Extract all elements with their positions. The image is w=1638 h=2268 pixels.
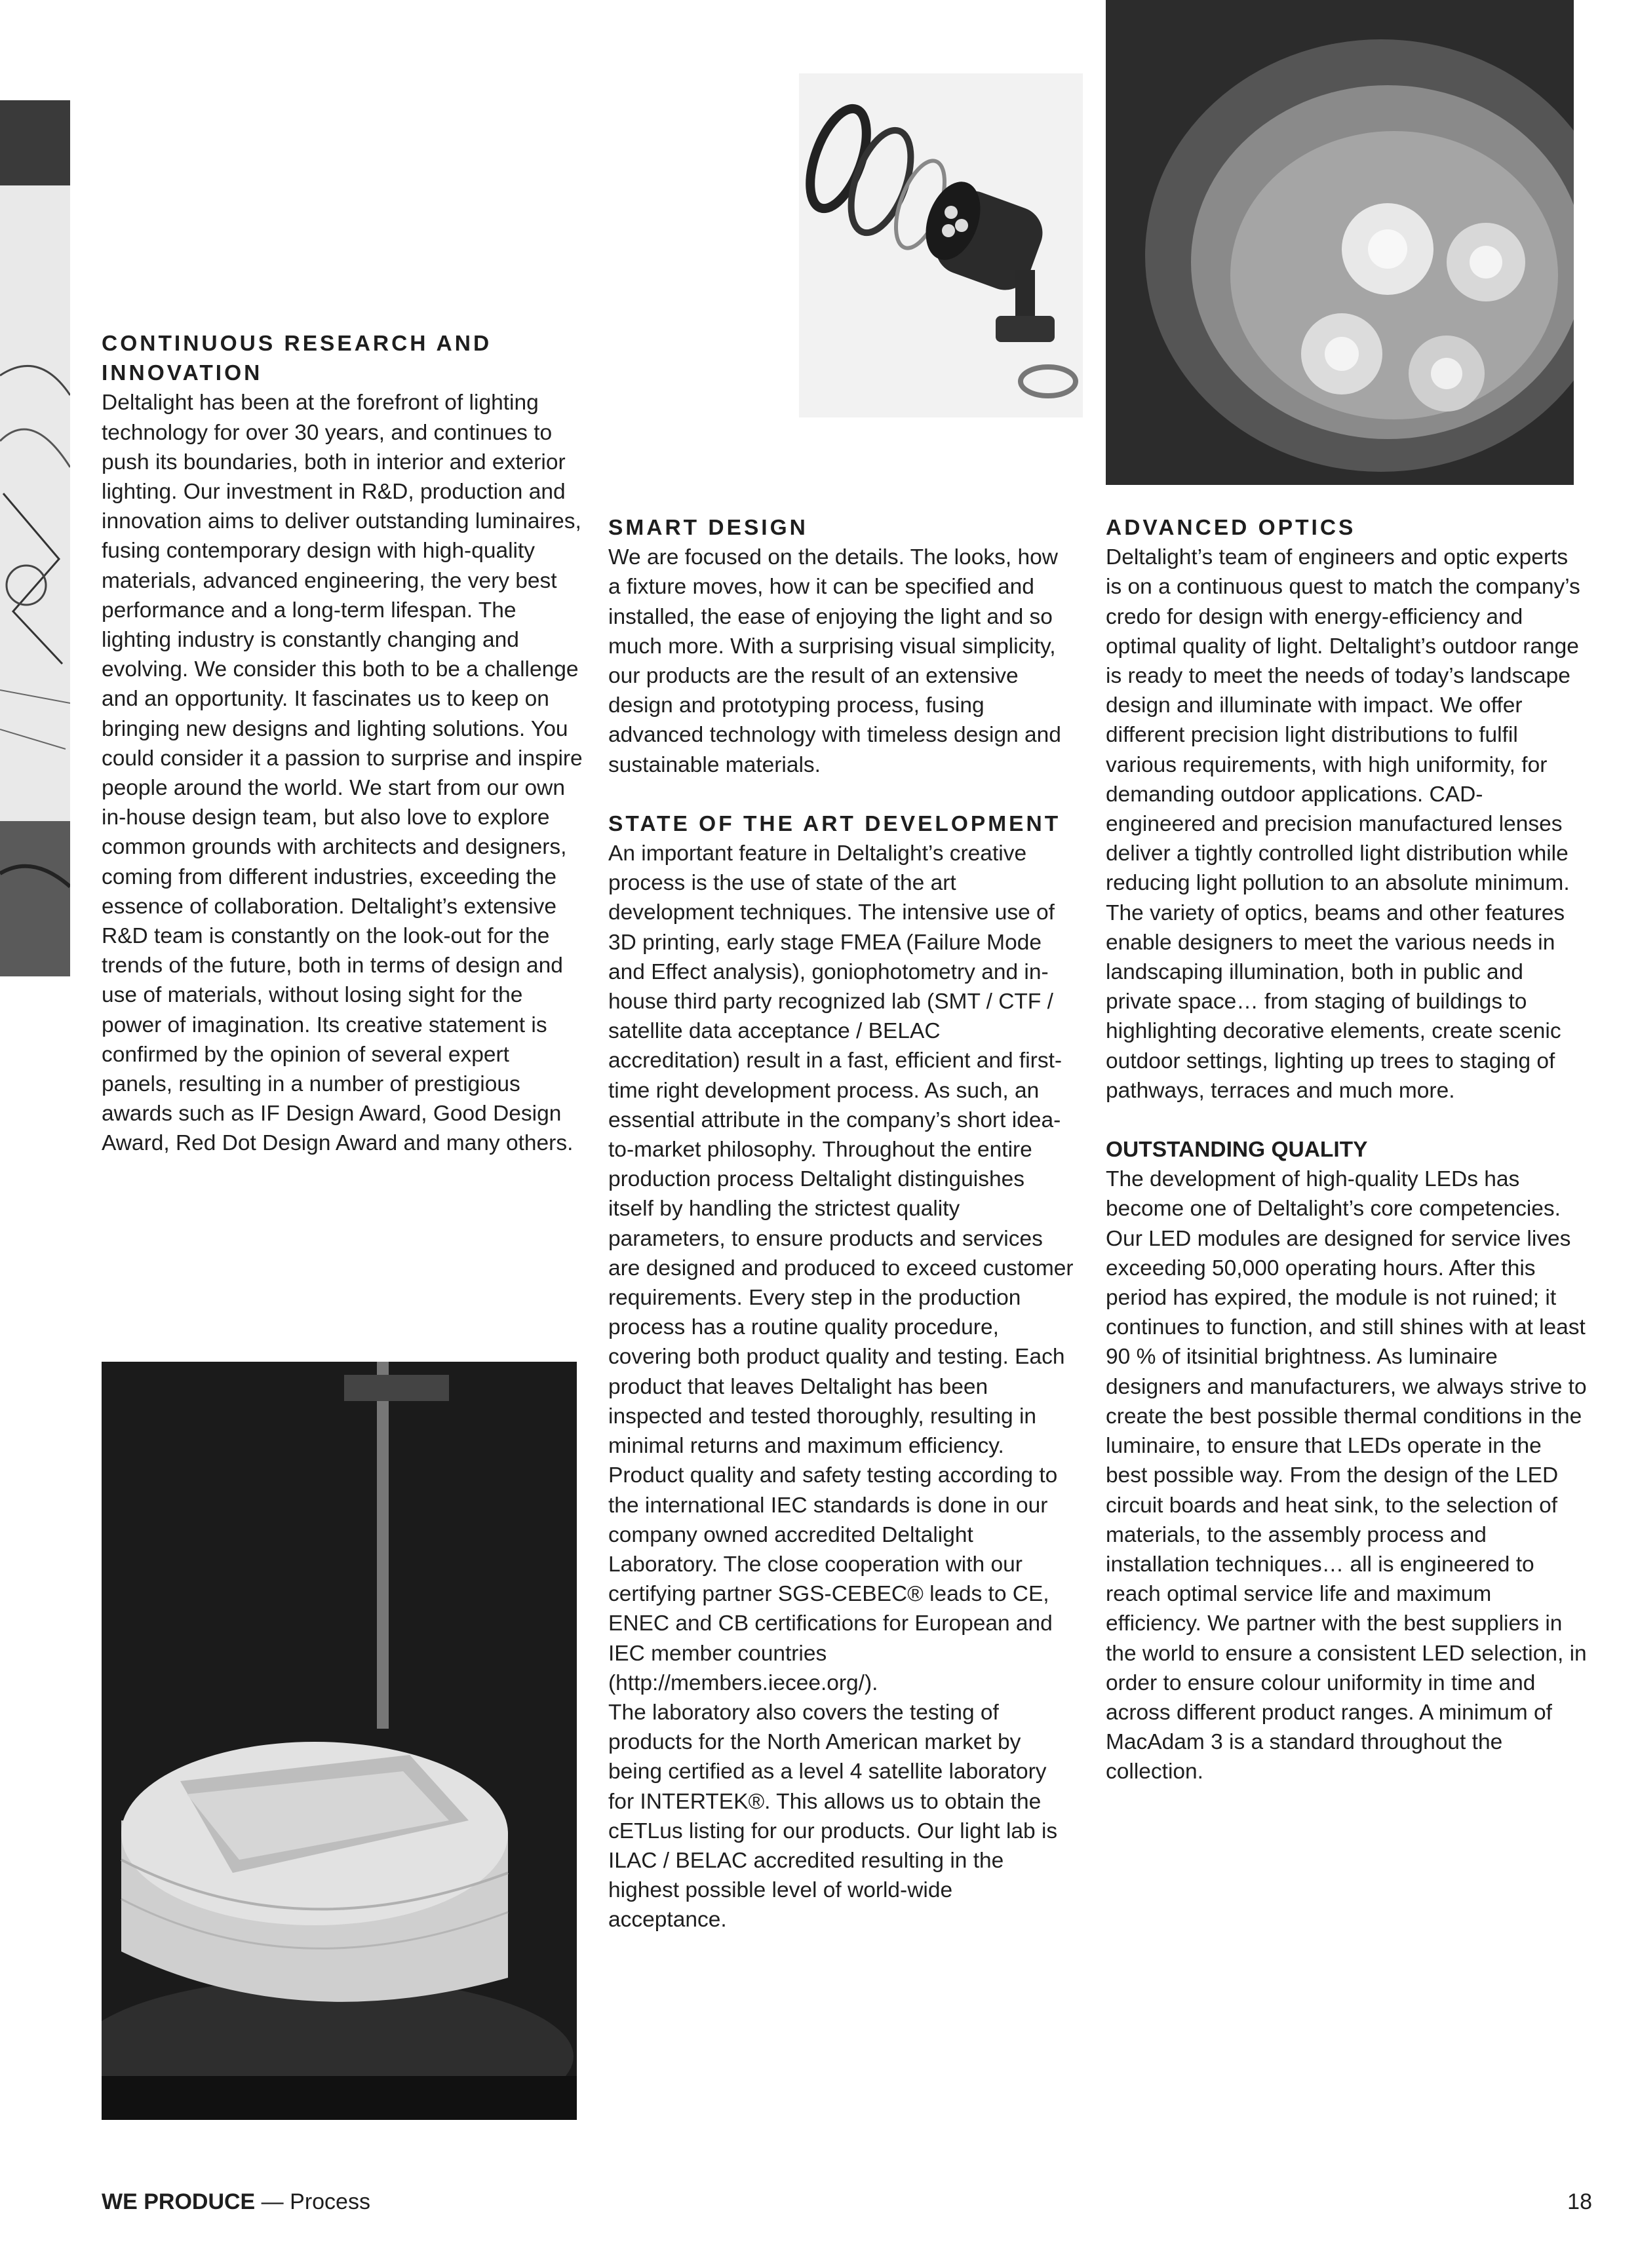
3d-printed-part-photo [102, 1362, 577, 2120]
optics-heading: ADVANCED OPTICS [1106, 516, 1356, 540]
development-body-2: The laboratory also covers the testing of products for the North American market by being certified as a level 4 satellite laboratory for INTERTEK®. This allows us to obtain the cETLus listing for our products. Our light lab is ILAC / BELAC accredited resulting in the highest possible level of world-wide acceptance. [608, 1700, 1058, 1932]
exploded-spotlight-photo [799, 73, 1083, 417]
sketch-photo [0, 100, 70, 976]
smart-design-body: We are focused on the details. The looks, how a fixture moves, how it can be specified and installed, the ease of enjoying the light and so much more. With a surprising visual simplicity, our products are the result of an extensive design and prototyping process, fusing advanced technology with timeless design and sustainable materials. [608, 545, 1061, 777]
smart-design-heading: SMART DESIGN [608, 516, 808, 540]
development-body: An important feature in Deltalight’s creative process is the use of state of the art development techniques. The intensive use of 3D printing, early stage FMEA (Failure Mode and Effect analysis), goniophotometry and in-house third party recognized lab (SMT / CTF / satellite data acceptance / BELAC accreditation) result in a fast, efficient and first-time right development process. As such, an essential attribute in the company’s short idea-to-market philosophy. Throughout the entire production process Deltalight distinguishes itself by handling the strictest quality parameters, to ensure products and services are designed and produced to exceed customer requirements. Every step in the production process has a routine quality procedure, covering both product quality and testing. Each product that leaves Deltalight has been inspected and tested thoroughly, resulting in minimal returns and maximum efficiency. Product quality and safety testing according to the international IEC standards is done in our company owned accredited Deltalight Laboratory. The close cooperation with our certifying partner SGS-CEBEC® leads to CE, ENEC and CB certifications for European and IEC member countries (http://members.iecee.org/). [608, 841, 1074, 1695]
research-heading: CONTINUOUS RESEARCH AND INNOVATION [102, 332, 492, 386]
quality-body: The development of high-quality LEDs has become one of Deltalight’s core competencies. Our LED modules are designed for service lives exceeding 50,000 operating hours. After this period has expired, the module is not ruined; it continues to function, and still shines with at least 90 % of itsinitial brightness. As luminaire designers and manufacturers, we always strive to create the best possible thermal conditions in the luminaire, to ensure that LEDs operate in the best possible way. From the design of the LED circuit boards and heat sink, to the selection of materials, to the assembly process and installation techniques… all is engineered to reach optimal service life and maximum efficiency. We partner with the best suppliers in the world to ensure a consistent LED selection, in order to ensure colour uniformity in time and across different product ranges. A minimum of MacAdam 3 is a standard throughout the collection. [1106, 1167, 1587, 1784]
development-heading: STATE OF THE ART DEVELOPMENT [608, 811, 1061, 836]
optics-closeup-photo [1106, 0, 1574, 485]
optics-column [1106, 513, 1588, 1787]
footer [102, 2187, 370, 2216]
research-body: Deltalight has been at the forefront of lighting technology for over 30 years, and continues to push its boundaries, both in interior and exterior lighting. Our investment in R&D, production and innovation aims to deliver outstanding luminaires, fusing contemporary design with high-quality materials, advanced engineering, the very best performance and a long-term lifespan. The lighting industry is constantly changing and evolving. We consider this both to be a challenge and an opportunity. It fascinates us to keep on bringing new designs and lighting solutions. You could consider it a passion to surprise and inspire people around the world. We start from our own in-house design team, but also love to explore common grounds with architects and designers, coming from different industries, exceeding the essence of collaboration. Deltalight’s extensive R&D team is constantly on the look-out for the trends of the future, both in terms of design and use of materials, without losing sight for the power of imagination. Its creative statement is confirmed by the opinion of several expert panels, resulting in a number of prestigious awards such as IF Design Award, Good Design Award, Red Dot Design Award and many others. [102, 391, 583, 1156]
page-number: 18 [1567, 2189, 1592, 2214]
quality-heading: OUTSTANDING QUALITY [1106, 1138, 1368, 1163]
footer-separator: — [255, 2189, 290, 2214]
design-column [608, 513, 1074, 1935]
footer-section: WE PRODUCE [102, 2189, 256, 2214]
footer-subsection: Process [290, 2189, 370, 2214]
research-column [102, 329, 583, 1159]
optics-body: Deltalight’s team of engineers and optic experts is on a continuous quest to match the company’s credo for design with energy-efficiency and optimal quality of light. Deltalight’s outdoor range is ready to meet the needs of today’s landscape design and illuminate with impact. We offer different precision light distributions to fulfil various requirements, with high uniformity, for demanding outdoor applications. CAD-engineered and precision manufactured lenses deliver a tightly controlled light distribution while reducing light pollution to an absolute minimum. The variety of optics, beams and other features enable designers to meet the various needs in landscaping illumination, both in public and private space… from staging of buildings to highlighting decorative elements, create scenic outdoor settings, lighting up trees to staging of pathways, terraces and much more. [1106, 545, 1580, 1103]
